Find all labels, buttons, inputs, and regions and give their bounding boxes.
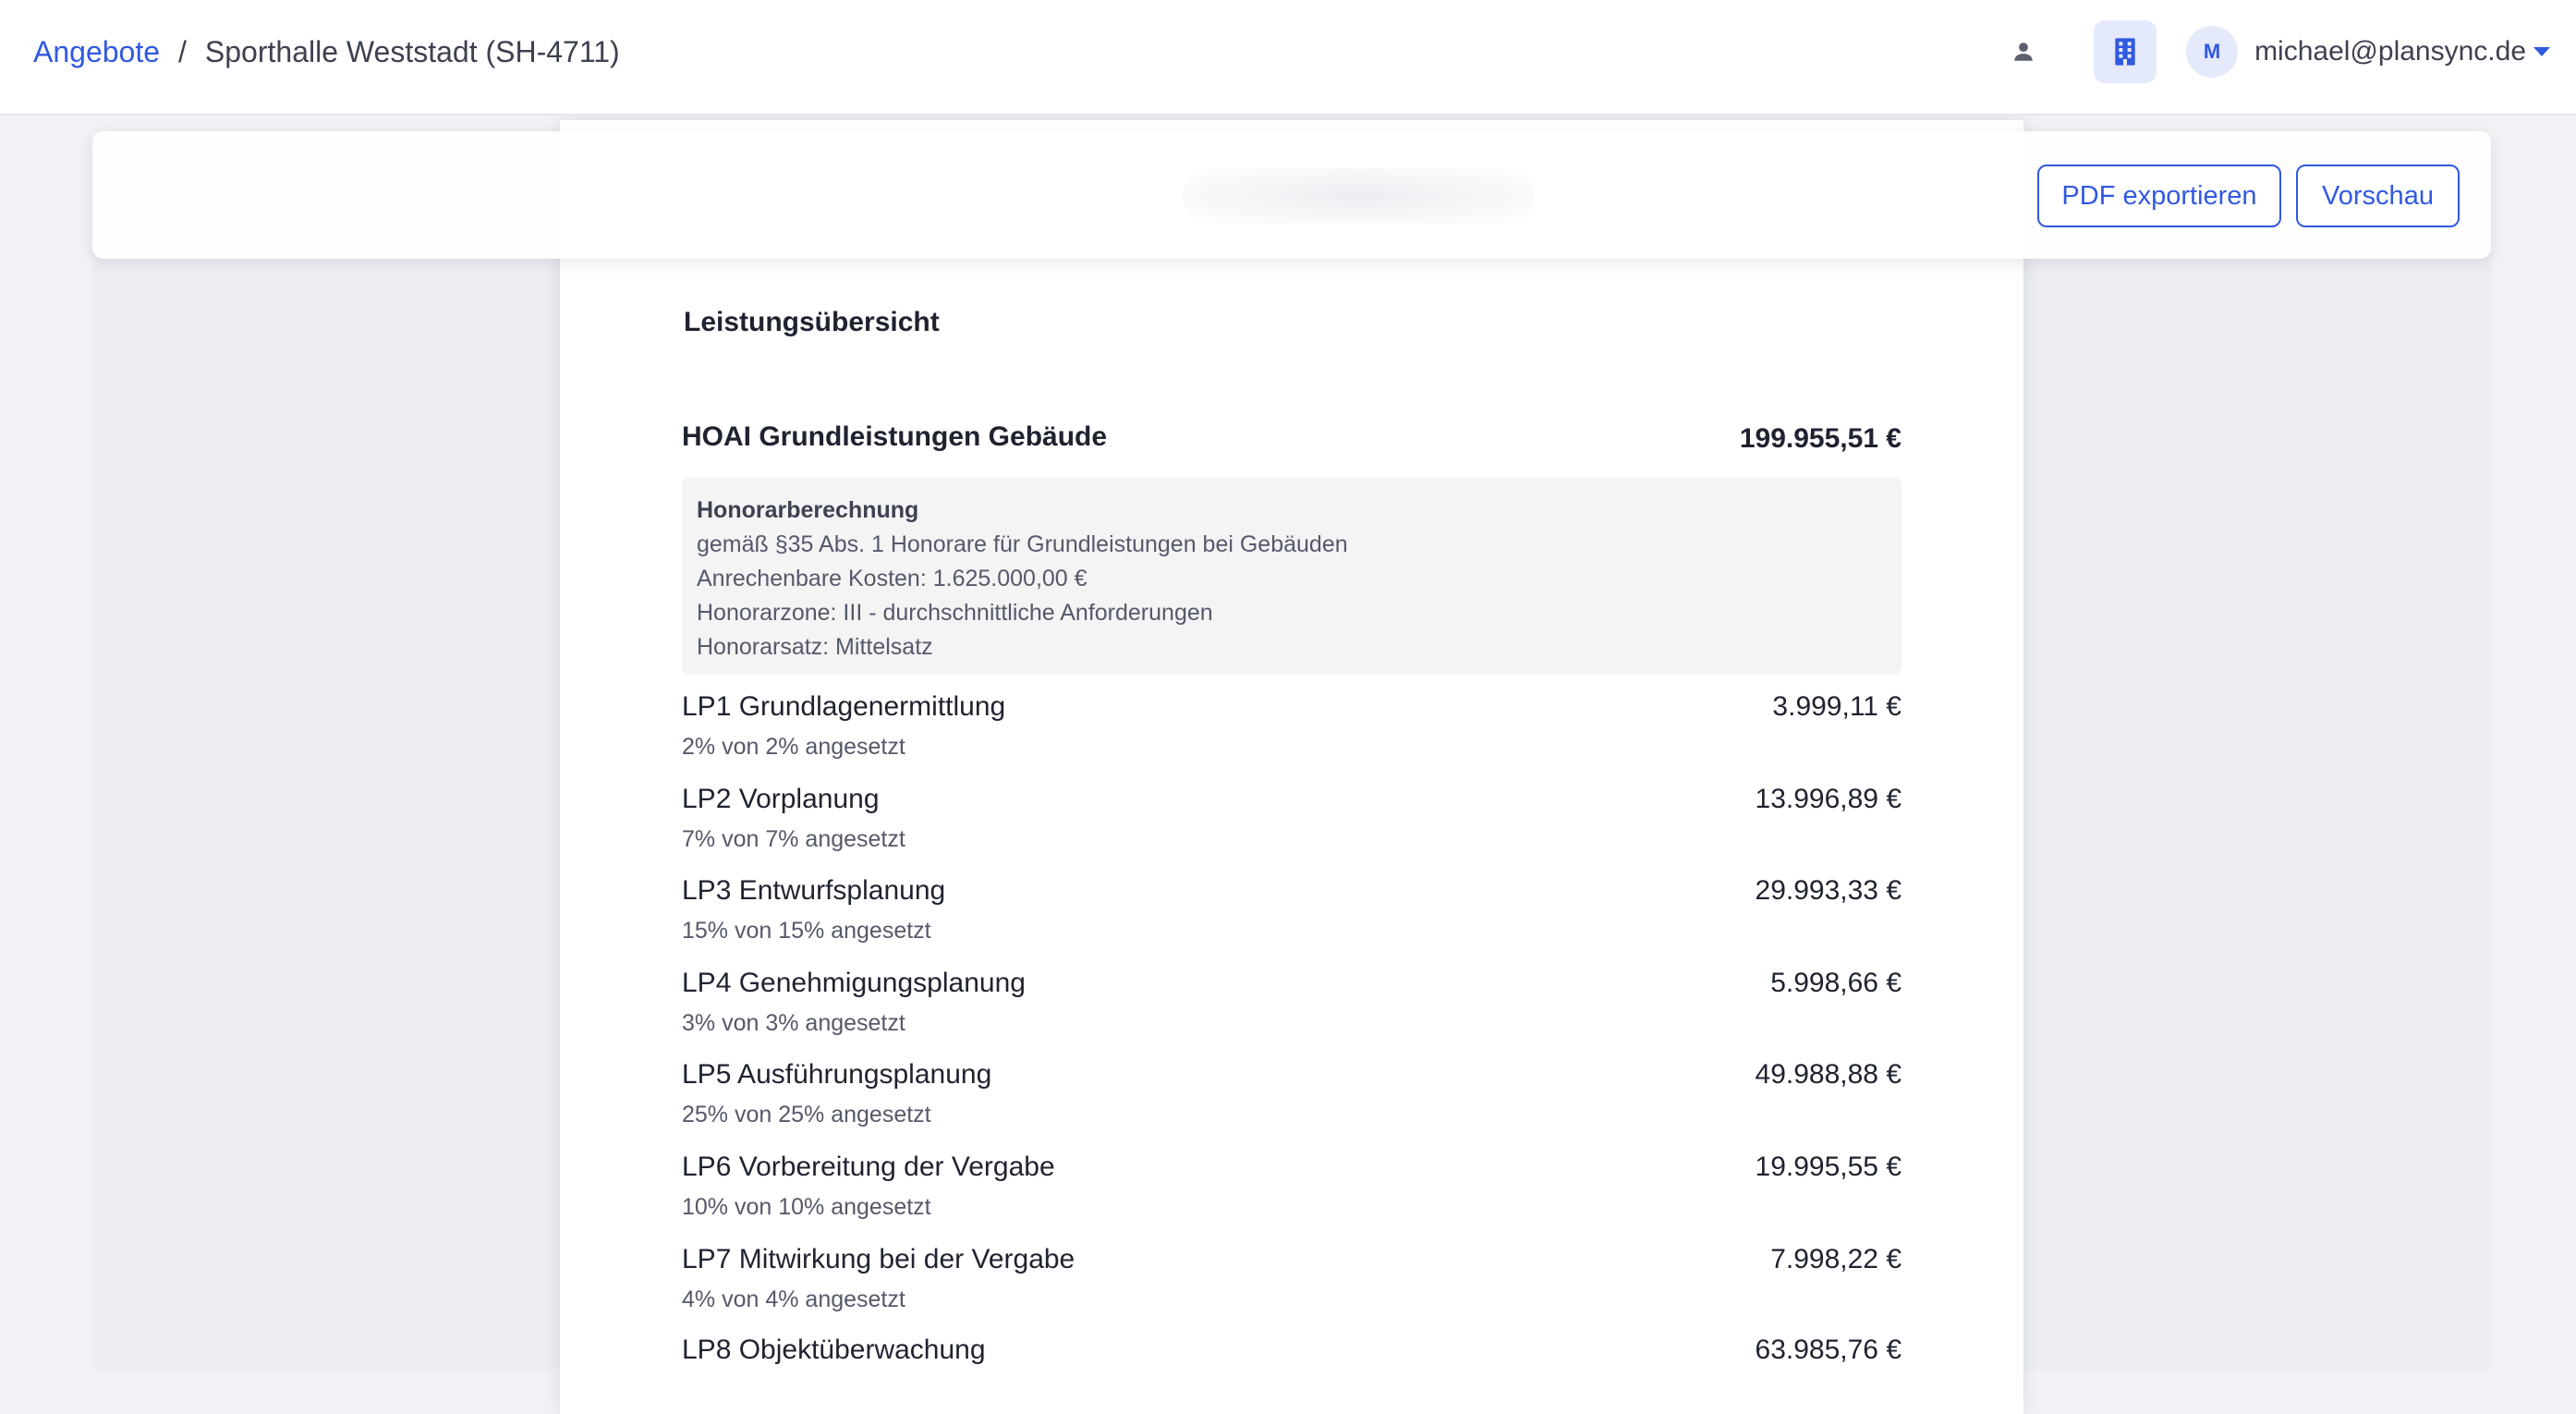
phase-value: 13.996,89 € [1755, 784, 1902, 814]
avatar[interactable]: M [2186, 26, 2238, 78]
phase-name: LP7 Mitwirkung bei der Vergabe [682, 1244, 1075, 1274]
phase-name: LP8 Objektüberwachung [682, 1335, 986, 1365]
export-pdf-button[interactable]: PDF exportieren [2037, 165, 2281, 227]
building-icon-graphic [2112, 37, 2138, 67]
phase-row [682, 1244, 1902, 1327]
calc-line: Honorarsatz: Mittelsatz [697, 634, 933, 660]
document-action-bar [92, 131, 2491, 259]
phase-share: 4% von 4% angesetzt [682, 1286, 905, 1312]
header-user-area [1992, 0, 2550, 104]
phase-row [682, 968, 1902, 1051]
group-total: 199.955,51 € [1739, 423, 1902, 454]
phase-share: 2% von 2% angesetzt [682, 734, 905, 760]
phase-name: LP6 Vorbereitung der Vergabe [682, 1152, 1055, 1182]
phase-value: 29.993,33 € [1755, 875, 1902, 906]
phase-row [682, 1152, 1902, 1235]
phase-share: 10% von 10% angesetzt [682, 1194, 931, 1220]
phase-share: 3% von 3% angesetzt [682, 1010, 905, 1036]
calc-line: Anrechenbare Kosten: 1.625.000,00 € [697, 566, 1088, 591]
calc-line: gemäß §35 Abs. 1 Honorare für Grundleistungen bei Gebäuden [697, 531, 1348, 557]
phase-share: 25% von 25% angesetzt [682, 1102, 931, 1128]
user-email: michael@plansync.de [2254, 36, 2526, 67]
phase-row [682, 691, 1902, 774]
phase-name: LP4 Genehmigungsplanung [682, 968, 1026, 998]
phase-value: 5.998,66 € [1770, 968, 1902, 998]
phase-share: 7% von 7% angesetzt [682, 826, 905, 852]
top-header [0, 0, 2576, 116]
phase-row [682, 1335, 1902, 1370]
user-menu-dropdown[interactable] [2254, 36, 2550, 67]
section-title: Leistungsübersicht [684, 307, 940, 337]
blurred-title-ghost [1183, 168, 1534, 224]
fee-calculation-box [682, 477, 1902, 675]
group-title: HOAI Grundleistungen Gebäude [682, 421, 1108, 452]
phase-name: LP2 Vorplanung [682, 784, 880, 814]
chevron-down-icon [2533, 47, 2550, 56]
building-icon[interactable] [2094, 20, 2157, 83]
phase-value: 63.985,76 € [1755, 1335, 1902, 1365]
breadcrumb-separator: / [178, 34, 187, 68]
preview-button[interactable]: Vorschau [2296, 165, 2460, 227]
phase-value: 49.988,88 € [1755, 1059, 1902, 1090]
breadcrumb [33, 0, 620, 104]
person-icon-graphic [2011, 40, 2035, 64]
phase-row [682, 784, 1902, 867]
phase-name: LP1 Grundlagenermittlung [682, 691, 1006, 722]
phase-row [682, 1059, 1902, 1142]
phase-name: LP3 Entwurfsplanung [682, 875, 946, 906]
phase-row [682, 875, 1902, 958]
breadcrumb-link-offers[interactable]: Angebote [33, 34, 161, 68]
calc-line: Honorarzone: III - durchschnittliche Anforderungen [697, 600, 1213, 626]
phase-share: 15% von 15% angesetzt [682, 918, 931, 944]
breadcrumb-current-project: Sporthalle Weststadt (SH-4711) [204, 34, 620, 68]
phase-value: 7.998,22 € [1770, 1244, 1902, 1274]
phase-value: 3.999,11 € [1772, 691, 1902, 722]
calc-heading: Honorarberechnung [697, 497, 919, 523]
person-icon[interactable] [1992, 20, 2055, 83]
phase-name: LP5 Ausführungsplanung [682, 1059, 992, 1090]
phase-value: 19.995,55 € [1755, 1152, 1902, 1182]
